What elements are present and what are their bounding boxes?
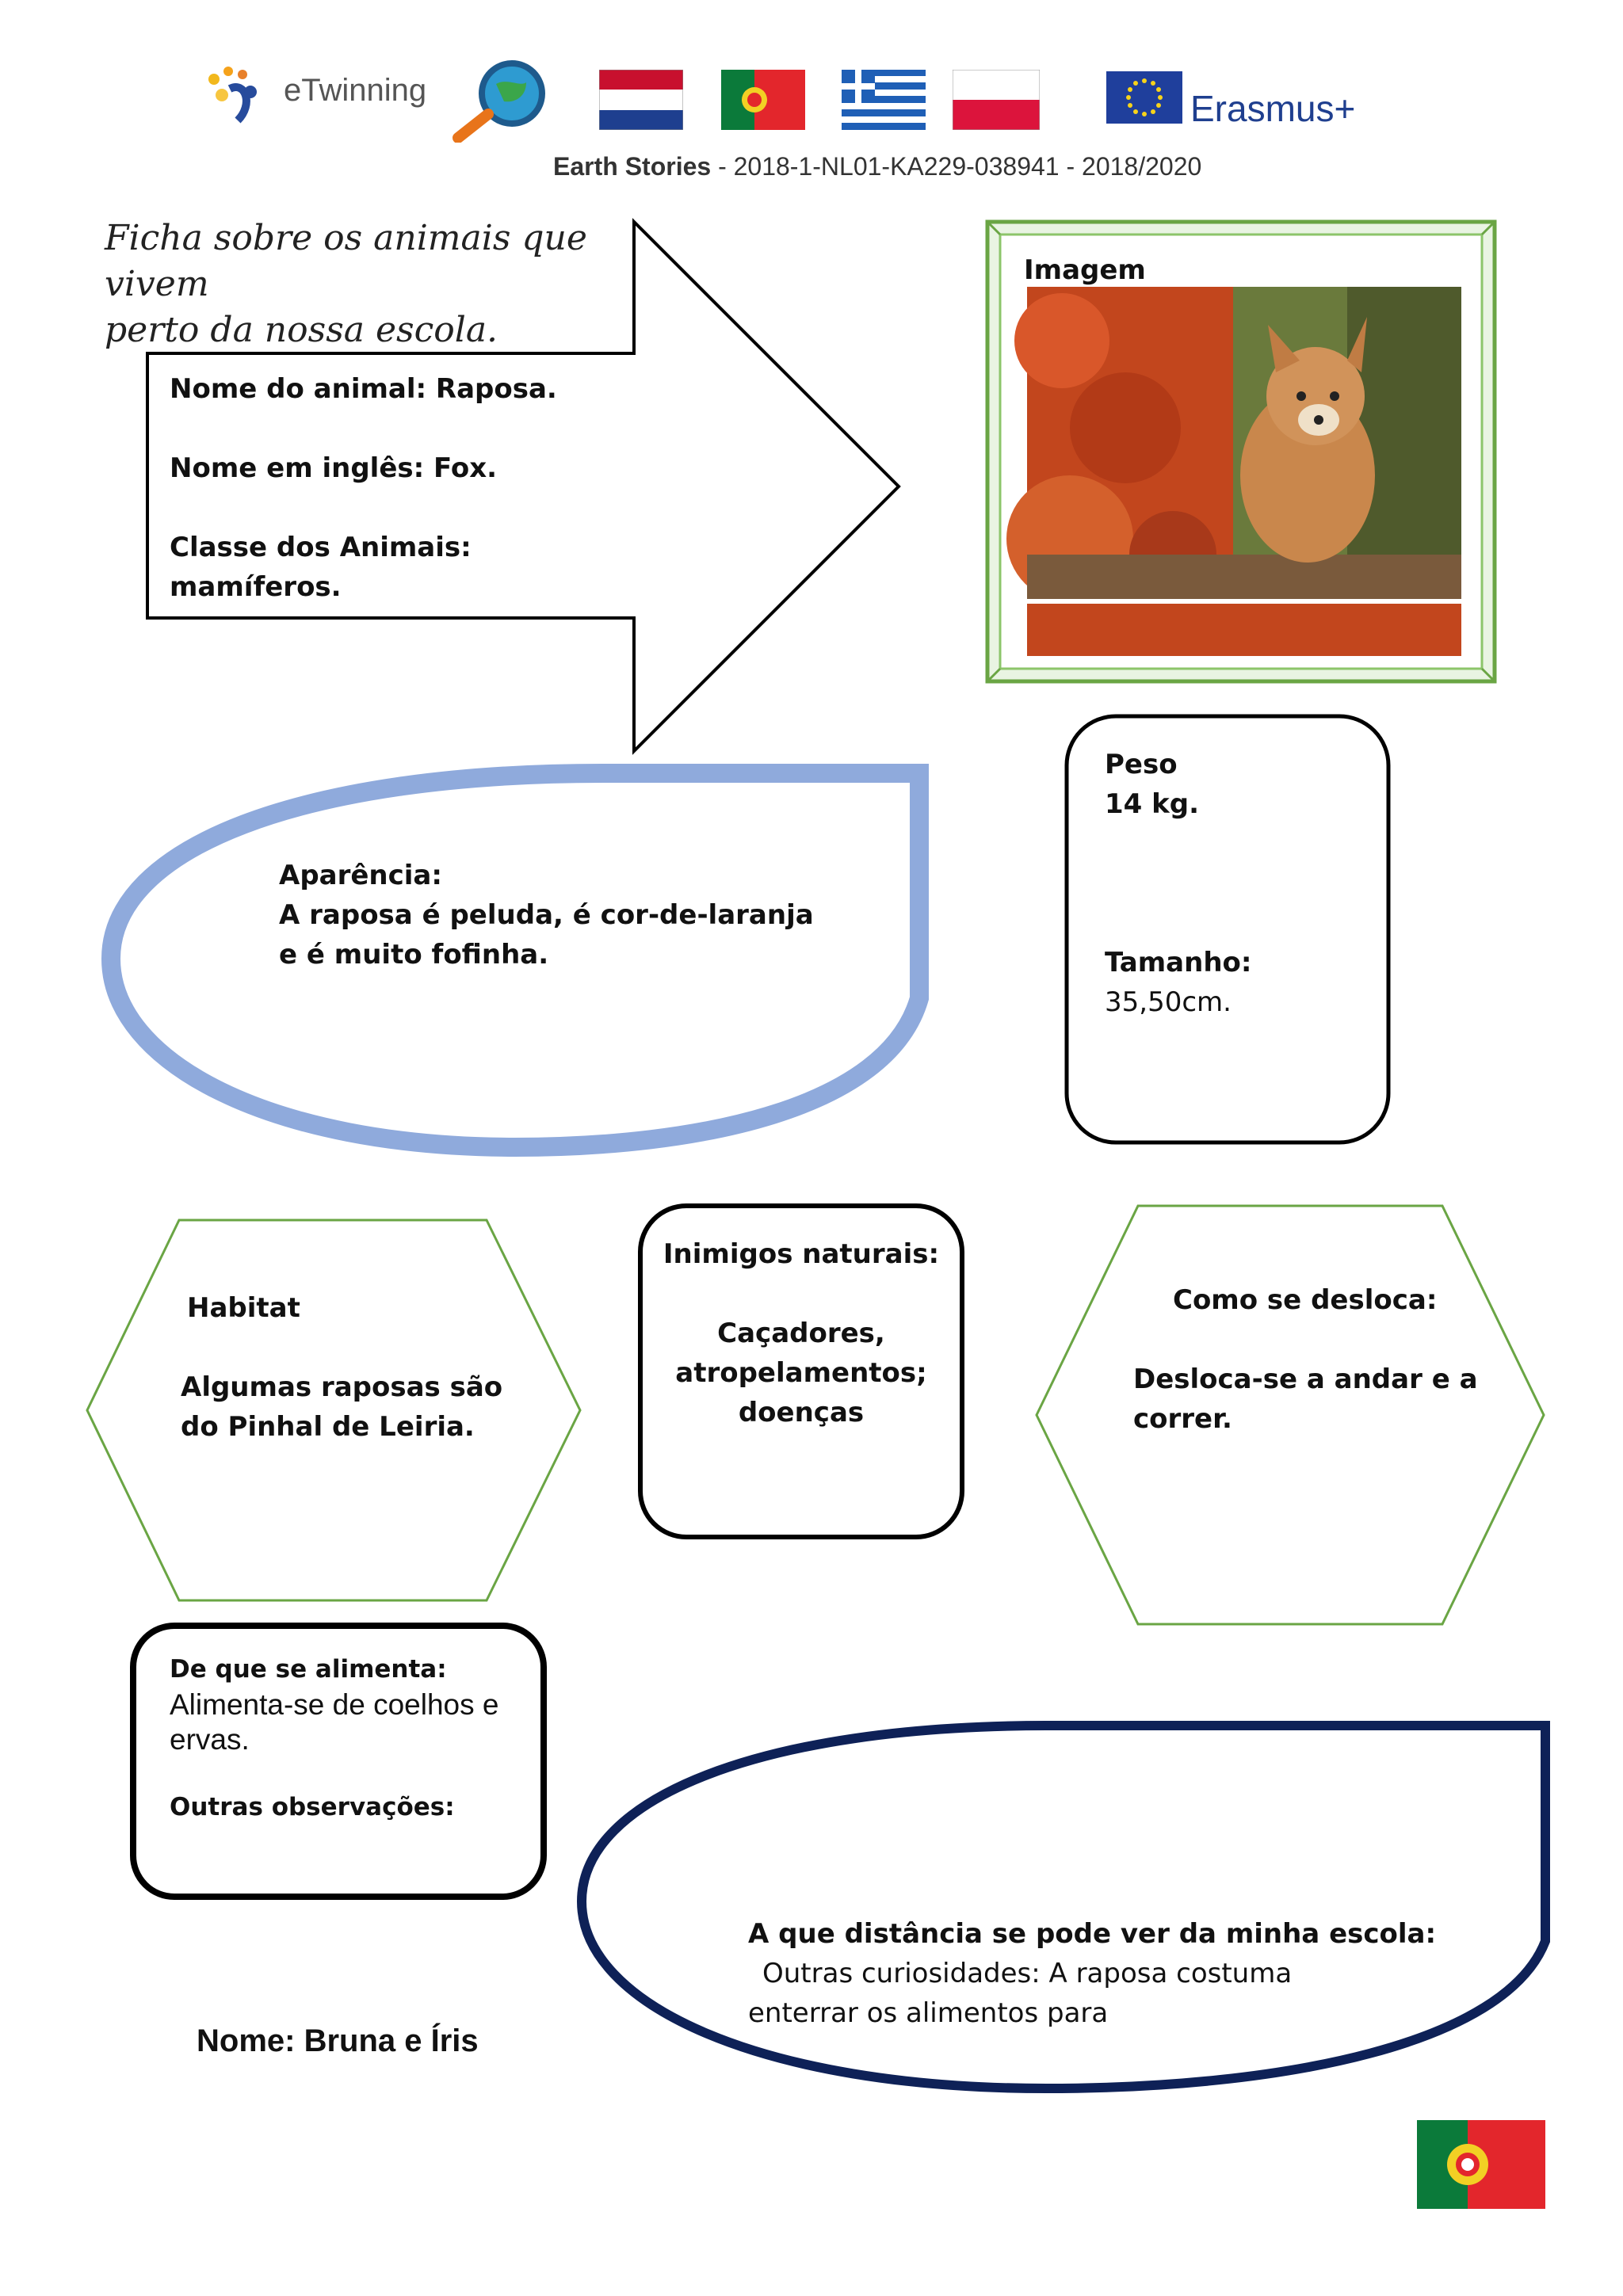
curiosities-line1: Outras curiosidades: A raposa costuma <box>762 1958 1293 1989</box>
etwinning-label: eTwinning <box>284 73 427 108</box>
header <box>0 0 1623 190</box>
food-line2: ervas. <box>170 1723 250 1756</box>
appearance-line1: A raposa é peluda, é cor-de-laranja <box>279 899 814 931</box>
etwinning-logo <box>198 57 436 128</box>
image-label: Imagem <box>1024 254 1146 286</box>
project-title-line <box>553 152 1201 181</box>
food-text <box>170 1651 534 1825</box>
food-line1: Alimenta-se de coelhos e <box>170 1688 499 1721</box>
enemies-line1: Caçadores, <box>717 1318 885 1349</box>
netherlands-flag <box>599 70 683 130</box>
arrow-box-text <box>170 369 645 607</box>
curiosities-line2: enterrar os alimentos para <box>748 1997 1109 2027</box>
eu-flag <box>1106 71 1182 124</box>
greece-flag <box>842 70 926 130</box>
magnifier-globe-icon <box>444 55 555 143</box>
habitat-line1: Algumas raposas são <box>181 1371 503 1403</box>
poland-flag <box>953 70 1040 130</box>
enemies-text <box>640 1234 962 1432</box>
movement-line1: Desloca-se a andar e a <box>1133 1363 1478 1395</box>
distancia-shape <box>582 1726 1545 2088</box>
size-value: 35,50cm. <box>1105 986 1232 1018</box>
habitat-text <box>181 1288 514 1447</box>
distance-label: A que distância se pode ver da minha escola: <box>748 1918 1437 1950</box>
erasmus-label: Erasmus+ <box>1190 88 1356 129</box>
worksheet-title-line2: perto da nossa escola. <box>105 310 498 350</box>
etwinning-icon <box>198 57 285 128</box>
project-title: Earth Stories <box>553 152 712 181</box>
distance-text <box>748 1914 1461 2027</box>
appearance-label: Aparência: <box>279 860 442 891</box>
weight-value: 14 kg. <box>1105 788 1200 820</box>
size-label: Tamanho: <box>1105 947 1252 978</box>
habitat-line2: do Pinhal de Leiria. <box>181 1411 475 1443</box>
portugal-flag <box>721 70 805 130</box>
food-label: De que se alimenta: <box>170 1655 447 1684</box>
movement-text <box>1133 1280 1482 1439</box>
worksheet-title <box>105 215 643 353</box>
other-observations-label: Outras observações: <box>170 1793 455 1821</box>
animal-class: Classe dos Animais: mamíferos. <box>170 532 472 603</box>
enemies-line2: atropelamentos; <box>675 1357 927 1389</box>
animal-name: Nome do animal: Raposa. <box>170 373 557 405</box>
enemies-line3: doenças <box>738 1397 865 1428</box>
enemies-label: Inimigos naturais: <box>663 1238 940 1270</box>
worksheet-title-line1: Ficha sobre os animais que vivem <box>105 218 587 304</box>
student-names: Nome: Bruna e Íris <box>197 2023 479 2058</box>
portugal-flag <box>1417 2120 1545 2209</box>
appearance-text <box>279 856 850 974</box>
appearance-line2: e é muito fofinha. <box>279 939 549 971</box>
movement-line2: correr. <box>1133 1403 1232 1435</box>
movement-label: Como se desloca: <box>1173 1284 1438 1316</box>
project-code: - 2018-1-NL01-KA229-038941 - 2018/2020 <box>718 152 1202 181</box>
weight-label: Peso <box>1105 749 1178 780</box>
fox-cub-photo <box>1006 287 1461 656</box>
habitat-label: Habitat <box>187 1292 300 1324</box>
weight-size-text <box>1105 745 1374 1022</box>
english-name: Nome em inglês: Fox. <box>170 452 498 484</box>
